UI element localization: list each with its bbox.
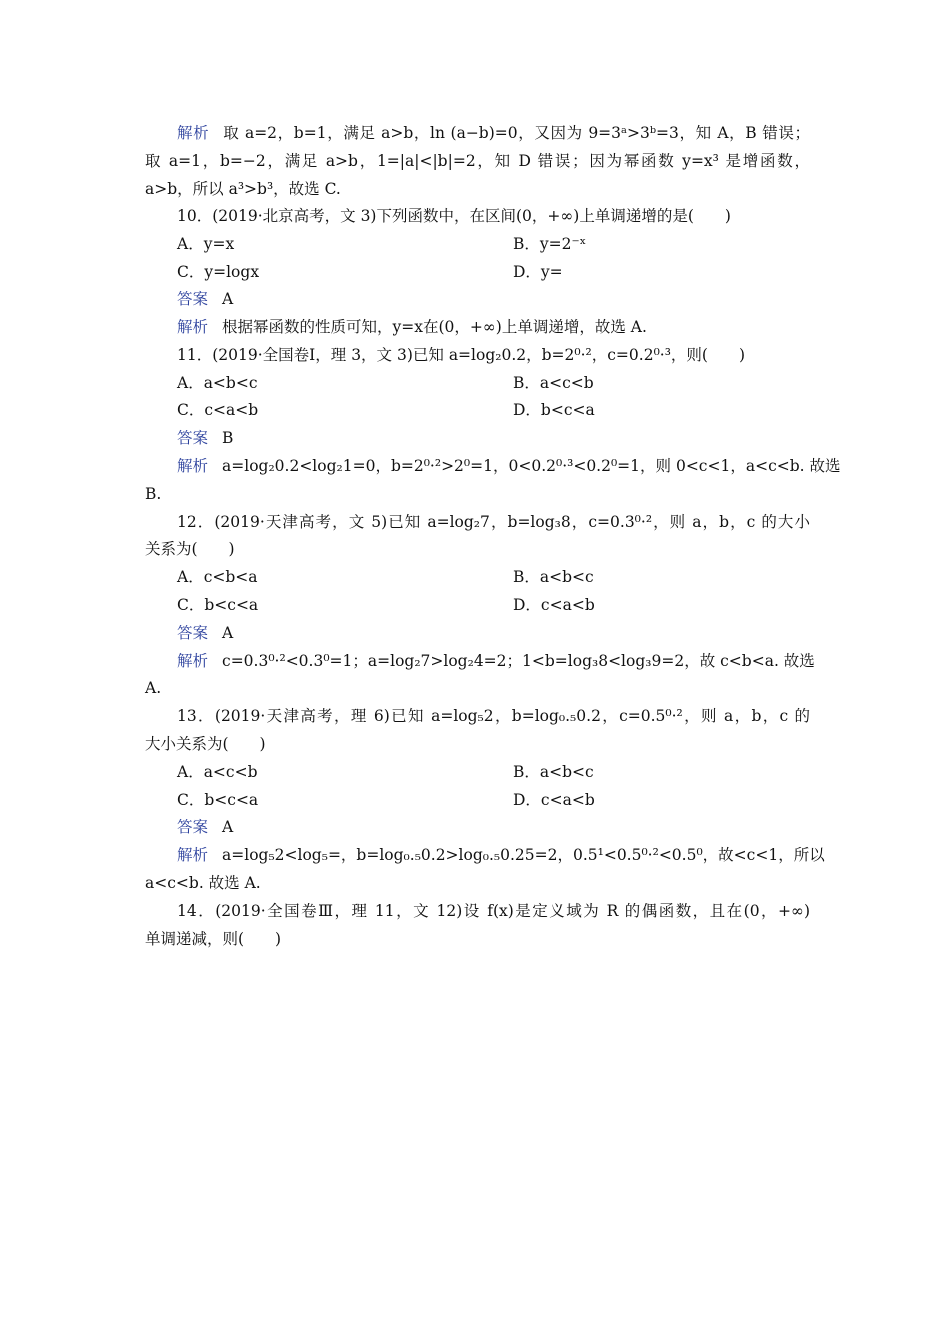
q12-option-b: B．a<b<c xyxy=(513,568,594,586)
q9-analysis-line-3: a>b，所以 a³>b³，故选 C. xyxy=(145,180,341,198)
q10-options-row-1 xyxy=(145,234,810,254)
q12-answer: 答案 A xyxy=(177,624,234,642)
q10-option-a: A．y=x xyxy=(177,235,235,253)
q13-option-a: A．a<c<b xyxy=(177,763,258,781)
q10-answer: 答案 A xyxy=(177,290,234,308)
q10-option-c: C．y=logx xyxy=(177,263,260,281)
q13-stem-line-1: 13．(2019·天津高考，理 6)已知 a=log₅2，b=log₀.₅0.2，c=0.5⁰·²，则 a，b，c 的 xyxy=(177,707,810,725)
q13-option-c: C．b<c<a xyxy=(177,791,259,809)
q13-option-b: B．a<b<c xyxy=(513,763,594,781)
q13-option-d: D．c<a<b xyxy=(513,791,595,809)
q11-analysis-line-1: 解析 a=log₂0.2<log₂1=0，b=2⁰·²>2⁰=1，0<0.2⁰·³<0.2⁰=1，则 0<c<1，a<c<b. 故选 xyxy=(177,457,841,475)
q12-option-a: A．c<b<a xyxy=(177,568,258,586)
analysis-tag: 解析 xyxy=(177,652,209,670)
answer-tag: 答案 xyxy=(177,624,209,642)
q11-analysis-line-2: B. xyxy=(145,485,162,503)
q13-options-row-1 xyxy=(145,762,810,782)
q13-analysis-line-2: a<c<b. 故选 A. xyxy=(145,874,261,892)
q14-stem-line-2: 单调递减，则( ) xyxy=(145,930,282,948)
answer-tag: 答案 xyxy=(177,818,209,836)
q10-option-b: B．y=2⁻ˣ xyxy=(513,235,587,253)
analysis-tag: 解析 xyxy=(177,124,210,142)
analysis-tag: 解析 xyxy=(177,846,209,864)
q11-option-b: B．a<c<b xyxy=(513,374,594,392)
q14-stem-line-1: 14．(2019·全国卷Ⅲ，理 11，文 12)设 f(x)是定义域为 R 的偶函数，且在(0，+∞) xyxy=(177,902,810,920)
q10-analysis: 解析 根据幂函数的性质可知，y=x在(0，+∞)上单调递增，故选 A. xyxy=(177,318,647,336)
q11-options-row-1 xyxy=(145,373,810,393)
q12-analysis-line-2: A. xyxy=(145,679,162,697)
q9-analysis-line-2: 取 a=1，b=−2，满足 a>b，1=|a|<|b|=2，知 D 错误；因为幂函数 y=x³ 是增函数， xyxy=(145,152,810,170)
q11-options-row-2 xyxy=(145,400,810,420)
q12-stem-line-1: 12．(2019·天津高考，文 5)已知 a=log₂7，b=log₃8，c=0.3⁰·²，则 a，b，c 的大小 xyxy=(177,513,810,531)
q11-answer: 答案 B xyxy=(177,429,234,447)
q12-option-d: D．c<a<b xyxy=(513,596,595,614)
q10-stem: 10．(2019·北京高考，文 3)下列函数中，在区间(0，+∞)上单调递增的是( ) xyxy=(177,207,731,225)
q12-analysis-line-1: 解析 c=0.3⁰·²<0.3⁰=1；a=log₂7>log₂4=2；1<b=log₃8<log₃9=2，故 c<b<a. 故选 xyxy=(177,652,815,670)
q12-options-row-2 xyxy=(145,595,810,615)
analysis-tag: 解析 xyxy=(177,318,209,336)
q11-option-c: C．c<a<b xyxy=(177,401,259,419)
answer-tag: 答案 xyxy=(177,290,209,308)
q13-analysis-line-1: 解析 a=log₅2<log₅=，b=log₀.₅0.2>log₀.₅0.25=2，0.5¹<0.5⁰·²<0.5⁰，故<c<1，所以 xyxy=(177,846,825,864)
q10-options-row-2 xyxy=(145,262,810,282)
q13-answer: 答案 A xyxy=(177,818,234,836)
q12-options-row-1 xyxy=(145,567,810,587)
q12-option-c: C．b<c<a xyxy=(177,596,259,614)
answer-tag: 答案 xyxy=(177,429,209,447)
q11-stem: 11．(2019·全国卷Ⅰ，理 3，文 3)已知 a=log₂0.2，b=2⁰·²，c=0.2⁰·³，则( ) xyxy=(177,346,746,364)
q12-stem-line-2: 关系为( ) xyxy=(145,540,235,558)
q9-analysis-line-1: 解析 取 a=2，b=1，满足 a>b，ln (a−b)=0，又因为 9=3ᵃ>3ᵇ=3，知 A，B 错误； xyxy=(177,124,810,142)
analysis-tag: 解析 xyxy=(177,457,209,475)
q11-option-d: D．b<c<a xyxy=(513,401,595,419)
q13-stem-line-2: 大小关系为( ) xyxy=(145,735,266,753)
q11-option-a: A．a<b<c xyxy=(177,374,258,392)
q10-option-d: D．y= xyxy=(513,263,563,281)
q13-options-row-2 xyxy=(145,790,810,810)
